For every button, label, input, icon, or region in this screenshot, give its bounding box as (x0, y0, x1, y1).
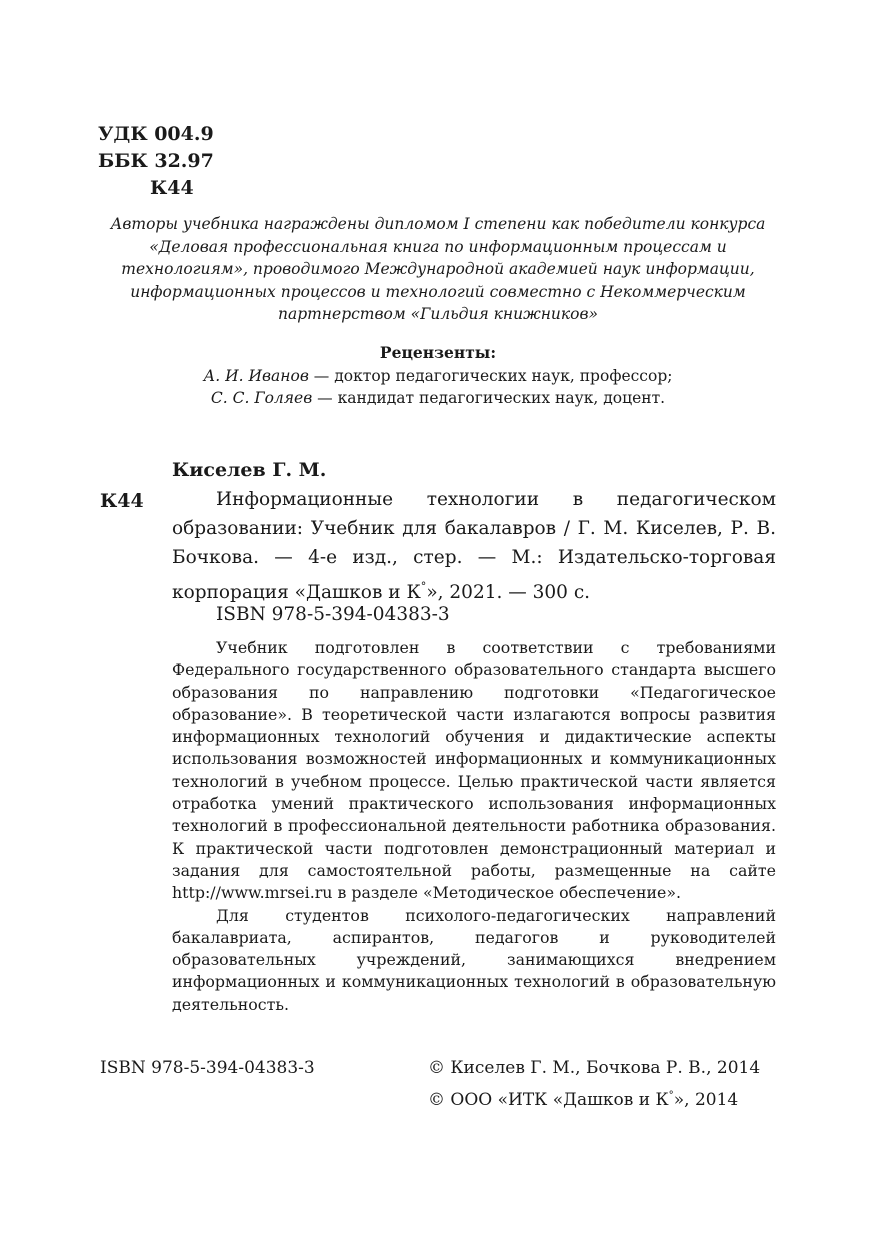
degree-mark: ° (420, 580, 427, 593)
reviewer-name: С. С. Голяев (210, 389, 313, 407)
reviewer-name: А. И. Иванов (203, 366, 309, 385)
reviewer-desc: — кандидат педагогических наук, доцент. (312, 389, 666, 407)
copyright-block (428, 1054, 760, 1114)
copyright-publisher-end: », 2014 (673, 1090, 739, 1111)
reviewer-line (100, 365, 776, 388)
bibliographic-description (172, 485, 776, 607)
copyright-publisher-text: © ООО «ИТК «Дашков и К (428, 1090, 669, 1111)
degree-mark: ° (668, 1090, 674, 1101)
reviewers-block (100, 342, 776, 410)
author-sign: К44 (150, 177, 194, 199)
catalog-isbn: ISBN 978-5-394-04383-3 (216, 604, 450, 625)
reviewer-line (100, 387, 776, 410)
reviewer-desc: — доктор педагогических наук, профессор; (308, 366, 673, 385)
abstract-paragraph: Учебник подготовлен в соответствии с требованиями Федерального государственного образовательного стандарта высшего образования по направлению подготовки «Педагогическое образование». В теоретической части излагаются вопросы развития информационных технологий обучения и дидактические аспекты использования возможностей информационных и коммуникационных технологий в учебном процессе. Целью практической части является отработка умений практического использования информационных технологий в профессиональной деятельности работника образования. К практической части подготовлен демонстрационный материал и задания для самостоятельной работы, размещенные на сайте http://www.mrsei.ru в разделе «Методическое обеспечение». (172, 638, 776, 903)
udk-code: УДК 004.9 (98, 123, 214, 145)
classification-codes (98, 121, 214, 202)
biblio-text: Информационные технологии в педагогическом образовании: Учебник для бакалавров / Г. М. Киселев, Р. В. Бочкова. — 4-е изд., стер. — М.: Издательско-торговая корпорация «Дашков и К (172, 489, 776, 603)
footer-isbn: ISBN 978-5-394-04383-3 (100, 1058, 315, 1078)
copyright-authors: © Киселев Г. М., Бочкова Р. В., 2014 (428, 1058, 761, 1078)
reviewers-title: Рецензенты: (379, 343, 497, 362)
copyright-publisher (428, 1082, 760, 1114)
bbk-code: ББК 32.97 (98, 150, 214, 172)
abstract-paragraph: Для студентов психолого-педагогических направлений бакалавриата, аспирантов, педагогов и руководителей образовательных учреждений, занимающихся внедрением информационных и коммуникационных технологий в образовательную деятельность. (172, 905, 776, 1014)
catalog-code: К44 (100, 490, 144, 512)
catalog-author: Киселев Г. М. (172, 459, 327, 481)
biblio-text-end: », 2021. — 300 с. (426, 581, 591, 603)
abstract (172, 637, 776, 1016)
award-note: Авторы учебника награждены дипломом I степени как победители конкурса «Деловая профессиональная книга по информационным процессам и технологиям», проводимого Международной академией наук информации, информационных процессов и технологий совместно с Некоммерческим партнерством «Гильдия книжников» (110, 215, 766, 323)
